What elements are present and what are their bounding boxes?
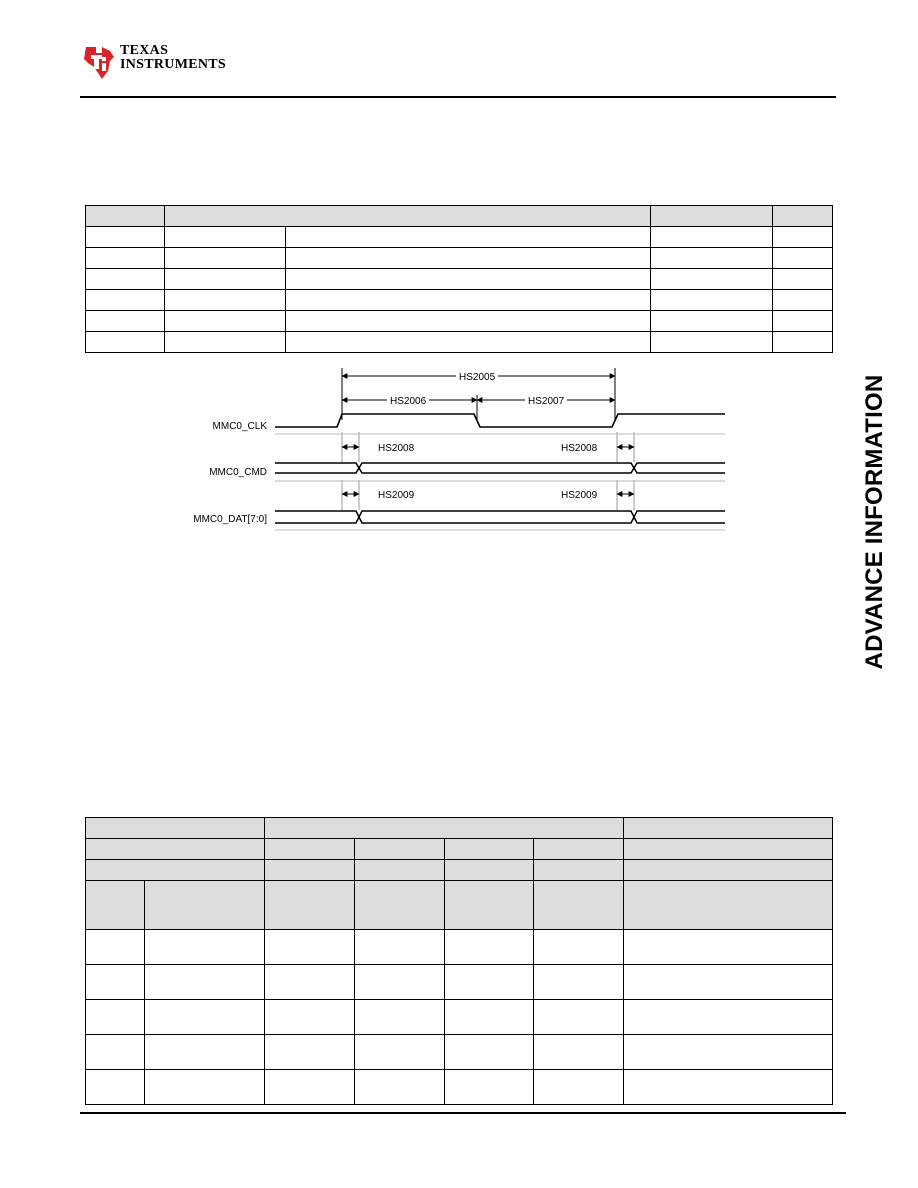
table-row	[86, 290, 833, 311]
logo-line-1: TEXAS	[120, 43, 169, 58]
signal-label-clk: MMC0_CLK	[212, 421, 267, 432]
switching-characteristics-table	[85, 817, 833, 1105]
hs2009-hold-label: HS2009	[561, 490, 598, 501]
table-header-row	[86, 818, 833, 839]
table-header-row	[86, 881, 833, 930]
table-row	[86, 311, 833, 332]
table-header-row	[86, 206, 833, 227]
table-header-row	[86, 839, 833, 860]
table-row	[86, 1070, 833, 1105]
table-header-row	[86, 860, 833, 881]
hs2009-setup-label: HS2009	[378, 490, 415, 501]
logo-line-2: INSTRUMENTS	[120, 57, 226, 72]
table-row	[86, 965, 833, 1000]
table-row	[86, 1000, 833, 1035]
timing-requirements-table	[85, 205, 833, 353]
hs2005-label: HS2005	[459, 372, 496, 383]
header-cell	[773, 206, 833, 227]
table-row	[86, 269, 833, 290]
table-row	[86, 227, 833, 248]
hs2008-hold-label: HS2008	[561, 443, 598, 454]
footer-rule	[80, 1112, 846, 1114]
timing-diagram	[180, 360, 740, 535]
header-rule	[80, 96, 836, 98]
ti-logo-icon	[80, 43, 120, 83]
hs2006-label: HS2006	[390, 396, 427, 407]
table-row	[86, 930, 833, 965]
table-row	[86, 248, 833, 269]
signal-label-dat: MMC0_DAT[7:0]	[193, 514, 267, 525]
hs2008-setup-label: HS2008	[378, 443, 415, 454]
advance-information-banner	[860, 358, 890, 686]
table-row	[86, 1035, 833, 1070]
header-cell	[165, 206, 651, 227]
hs2007-label: HS2007	[528, 396, 565, 407]
table-row	[86, 332, 833, 353]
header-cell	[86, 206, 165, 227]
advance-information-text: ADVANCE INFORMATION	[861, 374, 888, 670]
ti-wordmark	[120, 44, 226, 72]
header-cell	[651, 206, 773, 227]
signal-label-cmd: MMC0_CMD	[209, 467, 267, 478]
